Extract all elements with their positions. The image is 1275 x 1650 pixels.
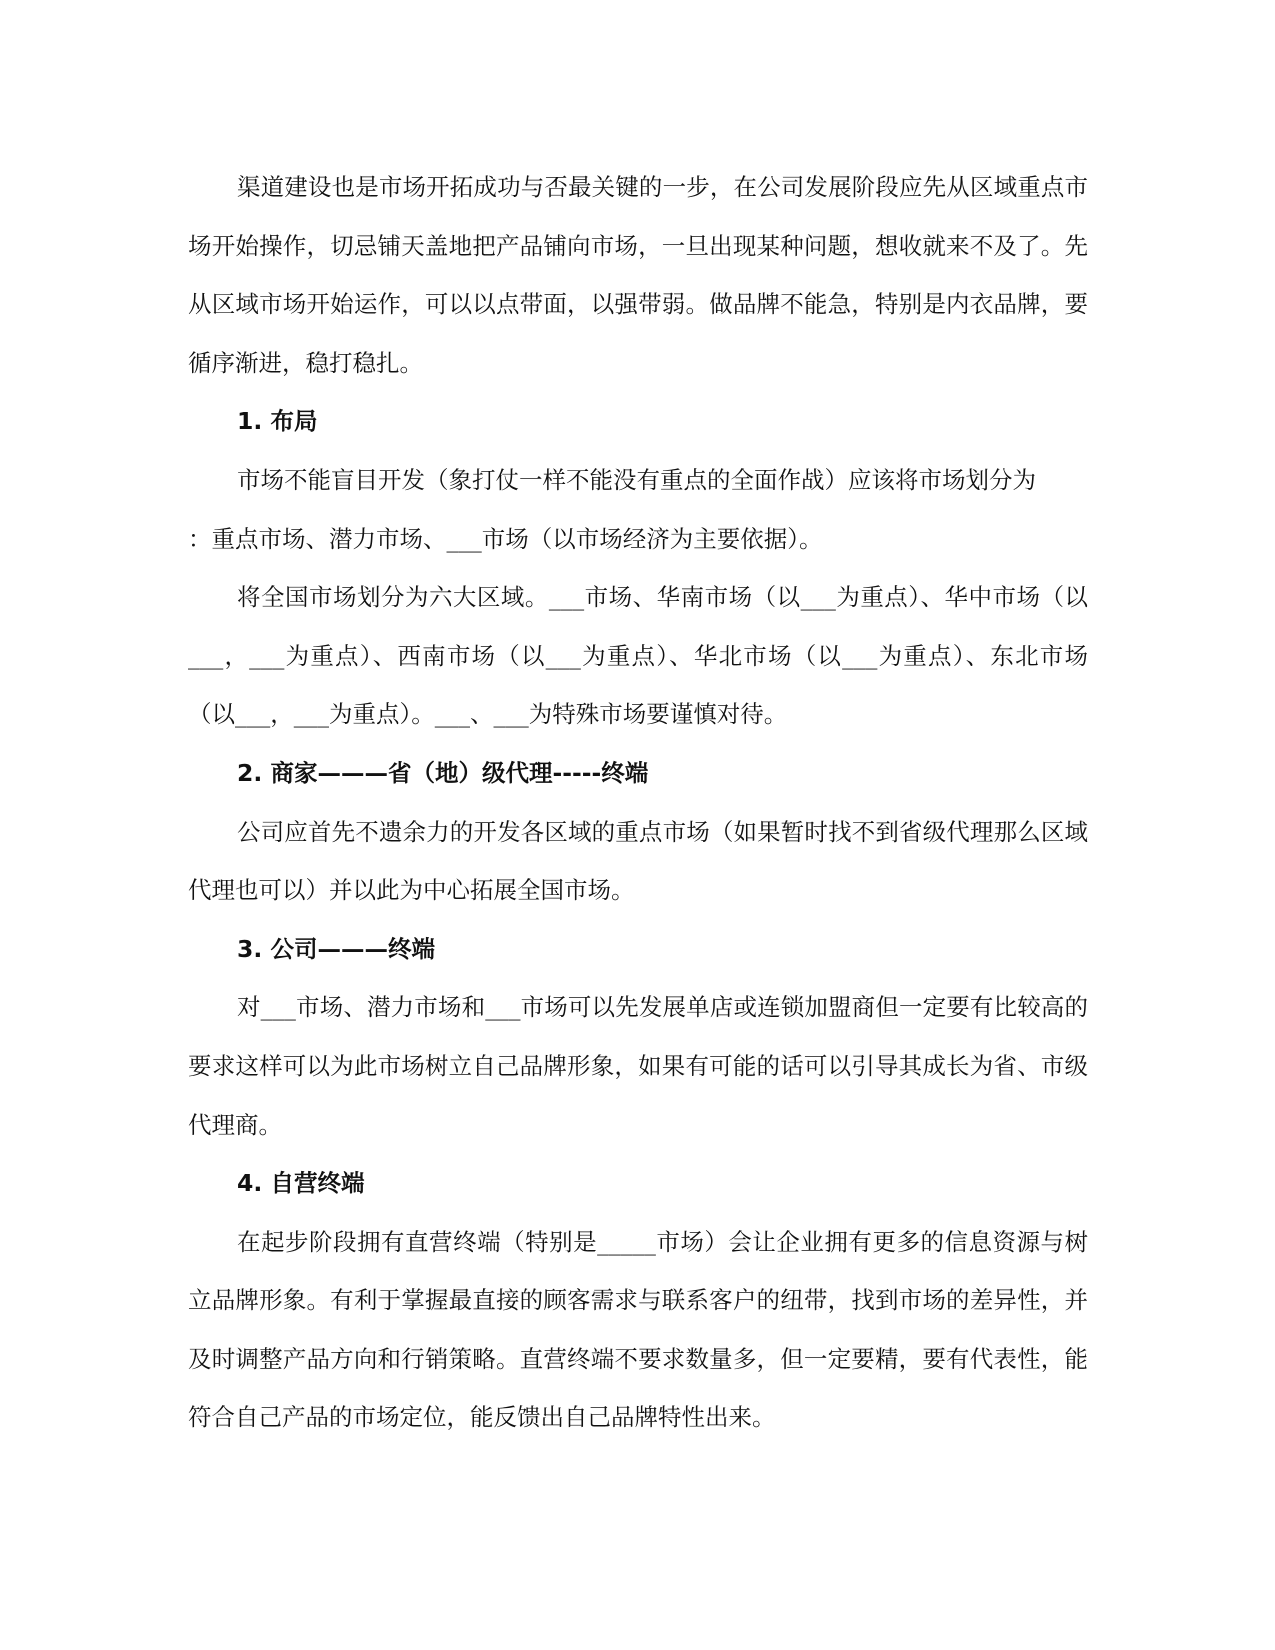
intro-paragraph: 渠道建设也是市场开拓成功与否最关键的一步，在公司发展阶段应先从区域重点市场开始操作，切忌铺天盖地把产品铺向市场，一旦出现某种问题，想收就来不及了。先从区域市场开始运作，可以以点带面，以强带弱。做品牌不能急，特别是内衣品牌，要循序渐进，稳打稳扎。: [188, 173, 1088, 377]
document-page: [188, 158, 1088, 1447]
layout-paragraph-1: 市场不能盲目开发（象打仗一样不能没有重点的全面作战）应该将市场划分为: [237, 465, 1036, 494]
merchant-agent-paragraph: 公司应首先不遗余力的开发各区域的重点市场（如果暂时找不到省级代理那么区域代理也可以）并以此为中心拓展全国市场。: [188, 817, 1088, 905]
section-heading-merchant-agent: 2. 商家———省（地）级代理-----终端: [237, 758, 649, 787]
company-terminal-paragraph: 对___市场、潜力市场和___市场可以先发展单店或连锁加盟商但一定要有比较高的要求这样可以为此市场树立自己品牌形象，如果有可能的话可以引导其成长为省、市级代理商。: [188, 993, 1088, 1139]
layout-paragraph-1-continued: ：重点市场、潜力市场、___市场（以市场经济为主要依据）。: [188, 524, 823, 553]
section-heading-self-operated: 4. 自营终端: [237, 1169, 365, 1198]
section-heading-company-terminal: 3. 公司———终端: [237, 934, 435, 963]
self-operated-paragraph: 在起步阶段拥有直营终端（特别是_____市场）会让企业拥有更多的信息资源与树立品牌形象。有利于掌握最直接的顾客需求与联系客户的纽带，找到市场的差异性，并及时调整产品方向和行销策略。直营终端不要求数量多，但一定要精，要有代表性，能符合自己产品的市场定位，能反馈出自己品牌特性出来。: [188, 1227, 1088, 1432]
section-heading-layout: 1. 布局: [237, 407, 318, 436]
layout-paragraph-2: 将全国市场划分为六大区域。___市场、华南市场（以___为重点）、华中市场（以___，___为重点）、西南市场（以___为重点）、华北市场（以___为重点）、东北市场（以___，___为重点）。___、___为特殊市场要谨慎对待。: [188, 583, 1088, 729]
